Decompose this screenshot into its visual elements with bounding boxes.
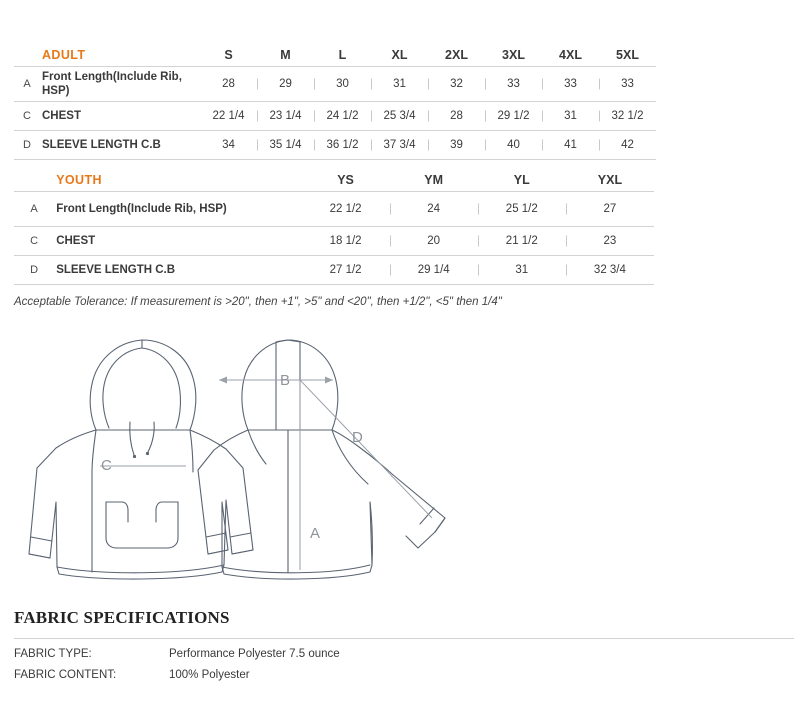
table-row	[14, 192, 654, 227]
adult-a-5xl: 33	[599, 67, 656, 102]
adult-size-header-m: M	[257, 44, 314, 67]
adult-c-m: 23 1/4	[257, 102, 314, 131]
youth-size-header-yl: YL	[478, 169, 566, 192]
table-row	[14, 67, 656, 102]
adult-size-header-4xl: 4XL	[542, 44, 599, 67]
adult-header-row	[14, 44, 656, 67]
youth-size-header-ym: YM	[390, 169, 478, 192]
adult-a-xl: 31	[371, 67, 428, 102]
adult-size-table	[14, 44, 656, 160]
adult-a-2xl: 32	[428, 67, 485, 102]
youth-size-table	[14, 169, 654, 285]
youth-c-ys: 18 1/2	[302, 227, 390, 256]
fabric-content-value: 100% Polyester	[169, 669, 250, 681]
marker-label-b: B	[280, 372, 291, 389]
adult-c-4xl: 31	[542, 102, 599, 131]
adult-row-letter-c: C	[14, 102, 40, 131]
adult-size-header-s: S	[200, 44, 257, 67]
fabric-type-row	[14, 648, 714, 660]
adult-row-letter-d: D	[14, 131, 40, 160]
youth-a-yxl: 27	[566, 192, 654, 227]
adult-c-xl: 25 3/4	[371, 102, 428, 131]
youth-row-measure-a: Front Length(Include Rib, HSP)	[54, 192, 301, 227]
youth-c-yxl: 23	[566, 227, 654, 256]
tolerance-note: Acceptable Tolerance: If measurement is >20", then +1", >5" and <20", then +1/2", <5" then 1/4"	[14, 296, 502, 308]
adult-d-3xl: 40	[485, 131, 542, 160]
adult-d-m: 35 1/4	[257, 131, 314, 160]
fabric-specifications-title: FABRIC SPECIFICATIONS	[14, 608, 230, 627]
fabric-type-value: Performance Polyester 7.5 ounce	[169, 648, 340, 660]
adult-d-5xl: 42	[599, 131, 656, 160]
adult-d-s: 34	[200, 131, 257, 160]
adult-a-s: 28	[200, 67, 257, 102]
hoodie-measurement-illustration	[0, 322, 808, 592]
adult-size-header-5xl: 5XL	[599, 44, 656, 67]
adult-d-4xl: 41	[542, 131, 599, 160]
youth-c-yl: 21 1/2	[478, 227, 566, 256]
adult-row-measure-d: SLEEVE LENGTH C.B	[40, 131, 200, 160]
youth-row-letter-c: C	[14, 227, 54, 256]
youth-row-measure-d: SLEEVE LENGTH C.B	[54, 256, 301, 285]
adult-category-label: ADULT	[40, 44, 200, 67]
youth-d-yxl: 32 3/4	[566, 256, 654, 285]
adult-size-header-l: L	[314, 44, 371, 67]
adult-header-letter-spacer	[14, 44, 40, 67]
marker-label-a: A	[310, 525, 321, 542]
adult-size-header-3xl: 3XL	[485, 44, 542, 67]
youth-a-ys: 22 1/2	[302, 192, 390, 227]
youth-size-header-ys: YS	[302, 169, 390, 192]
adult-d-2xl: 39	[428, 131, 485, 160]
adult-a-m: 29	[257, 67, 314, 102]
adult-c-5xl: 32 1/2	[599, 102, 656, 131]
adult-row-measure-c: CHEST	[40, 102, 200, 131]
youth-d-ys: 27 1/2	[302, 256, 390, 285]
youth-a-ym: 24	[390, 192, 478, 227]
adult-a-l: 30	[314, 67, 371, 102]
adult-c-2xl: 28	[428, 102, 485, 131]
table-row	[14, 131, 656, 160]
adult-row-measure-a: Front Length(Include Rib, HSP)	[40, 67, 200, 102]
youth-row-letter-a: A	[14, 192, 54, 227]
adult-d-l: 36 1/2	[314, 131, 371, 160]
adult-c-l: 24 1/2	[314, 102, 371, 131]
youth-d-ym: 29 1/4	[390, 256, 478, 285]
adult-row-letter-a: A	[14, 67, 40, 102]
youth-category-label: YOUTH	[54, 169, 301, 192]
youth-d-yl: 31	[478, 256, 566, 285]
marker-label-d: D	[352, 429, 363, 446]
youth-a-yl: 25 1/2	[478, 192, 566, 227]
fabric-specifications-section	[14, 608, 714, 681]
youth-size-header-yxl: YXL	[566, 169, 654, 192]
youth-header-letter-spacer	[14, 169, 54, 192]
adult-c-s: 22 1/4	[200, 102, 257, 131]
youth-c-ym: 20	[390, 227, 478, 256]
fabric-content-key: FABRIC CONTENT:	[14, 669, 117, 681]
table-row	[14, 102, 656, 131]
adult-c-3xl: 29 1/2	[485, 102, 542, 131]
adult-d-xl: 37 3/4	[371, 131, 428, 160]
adult-a-4xl: 33	[542, 67, 599, 102]
marker-label-c: C	[101, 457, 112, 474]
adult-a-3xl: 33	[485, 67, 542, 102]
adult-size-header-xl: XL	[371, 44, 428, 67]
fabric-content-row	[14, 669, 714, 681]
fabric-type-key: FABRIC TYPE:	[14, 648, 92, 660]
section-divider	[14, 638, 794, 639]
adult-size-header-2xl: 2XL	[428, 44, 485, 67]
youth-header-row	[14, 169, 654, 192]
youth-row-measure-c: CHEST	[54, 227, 301, 256]
table-row	[14, 256, 654, 285]
youth-row-letter-d: D	[14, 256, 54, 285]
table-row	[14, 227, 654, 256]
